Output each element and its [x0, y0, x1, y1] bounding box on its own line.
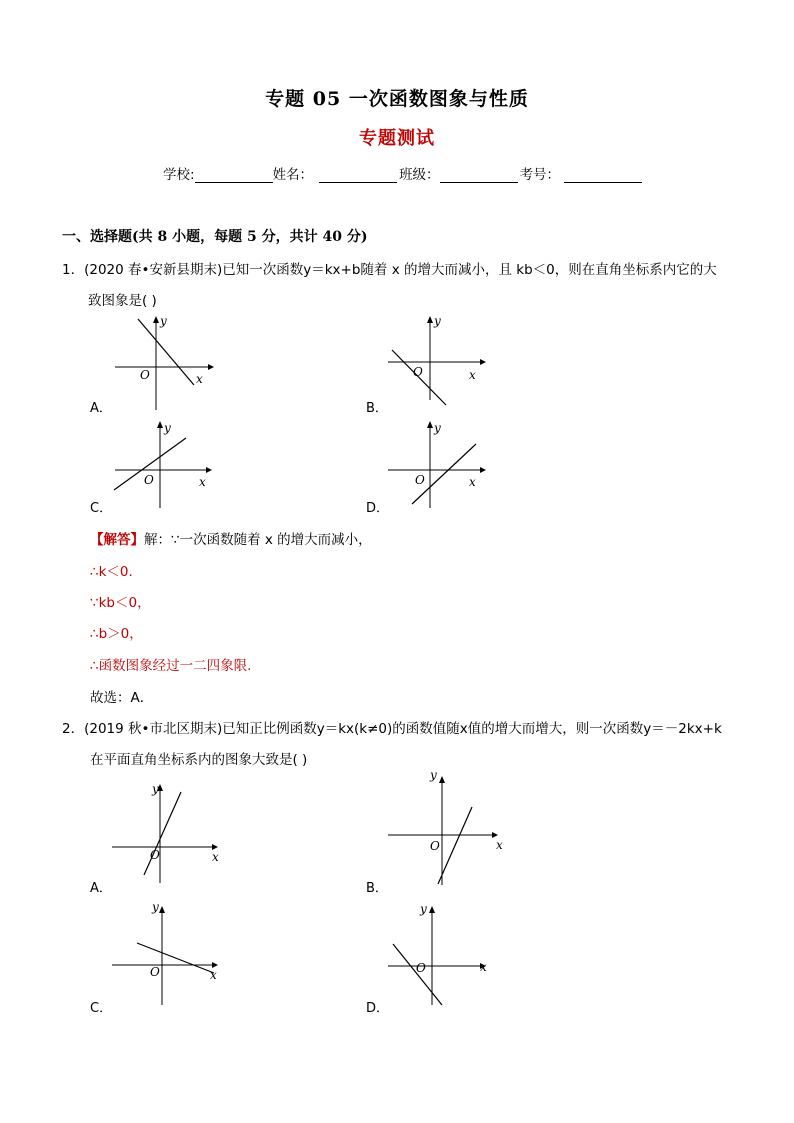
y-label: y — [420, 902, 427, 916]
y-arrow — [427, 316, 433, 323]
q1-solution-line3: ∵kb＜0， — [90, 595, 151, 611]
q1-option-b[interactable]: B． — [366, 401, 388, 416]
exam-no-label: 考号： — [519, 167, 561, 183]
q1-graph-b — [380, 305, 500, 415]
school-blank[interactable] — [195, 166, 273, 183]
q1-answer: 故选：A． — [90, 690, 154, 706]
origin-label: O — [140, 368, 150, 382]
q2-graph-d — [380, 895, 510, 1010]
y-arrow — [157, 421, 163, 428]
y-label: y — [430, 768, 437, 782]
origin-label: O — [144, 473, 154, 487]
q1-solution-line1 — [90, 528, 372, 548]
origin-label: O — [415, 473, 425, 487]
function-line — [144, 792, 181, 875]
q2-line1: 2．(2019 秋•市北区期末)已知正比例函数y＝kx(k≠0)的函数值随x值的增大而增大，则一次函数y＝－2kx+k — [62, 721, 722, 737]
x-arrow — [208, 364, 214, 370]
y-arrow — [439, 776, 445, 783]
q2-option-b[interactable]: B． — [366, 881, 388, 896]
y-arrow — [429, 906, 435, 913]
section-heading: 一、选择题(共 8 小题，每题 5 分，共计 40 分) — [62, 229, 368, 245]
y-label: y — [152, 900, 159, 914]
y-label: y — [152, 782, 159, 796]
q2-graph-c — [100, 895, 230, 1010]
q2-graph-b — [380, 763, 510, 888]
school-label: 学校: — [163, 167, 195, 183]
origin-label: O — [416, 961, 426, 975]
x-label: x — [196, 372, 203, 386]
exam-no-blank[interactable] — [564, 166, 642, 183]
q2-option-c[interactable]: C． — [90, 1001, 113, 1016]
student-info-line — [163, 163, 642, 183]
x-label: x — [469, 368, 476, 382]
x-arrow — [480, 359, 486, 365]
x-label: x — [496, 838, 503, 852]
y-arrow — [427, 421, 433, 428]
q1-option-d[interactable]: D． — [366, 501, 390, 516]
name-label: 姓名： — [272, 167, 314, 183]
y-label: y — [434, 421, 441, 435]
q1-graph-c — [100, 418, 220, 518]
solution-text: 解：∵一次函数随着 x 的增大而减小， — [144, 532, 372, 548]
name-blank[interactable] — [319, 166, 397, 183]
q2-option-a[interactable]: A． — [90, 881, 112, 896]
page-subtitle: 专题测试 — [359, 128, 435, 149]
q1-option-a[interactable]: A． — [90, 401, 112, 416]
function-line — [137, 943, 214, 973]
x-arrow — [480, 467, 486, 473]
origin-label: O — [430, 839, 440, 853]
q1-solution-line4: ∴b＞0， — [90, 626, 143, 642]
x-label: x — [210, 968, 217, 982]
q1-solution-line5: ∴函数图象经过一二四象限. — [90, 658, 252, 674]
origin-label: O — [413, 365, 423, 379]
y-arrow — [159, 906, 165, 913]
y-label: y — [160, 314, 167, 328]
x-label: x — [480, 960, 487, 974]
origin-label: O — [150, 848, 160, 862]
origin-label: O — [150, 965, 160, 979]
x-arrow — [206, 467, 212, 473]
q2-graph-a — [100, 775, 230, 885]
x-label: x — [212, 850, 219, 864]
function-line — [438, 807, 472, 884]
y-arrow — [153, 316, 159, 323]
page-title: 专题 05 一次函数图象与性质 — [265, 88, 529, 110]
class-label: 班级： — [399, 167, 440, 183]
q1-line1: 1．(2020 春•安新县期末)已知一次函数y＝kx+b随着 x 的增大而减小，且 kb＜0，则在直角坐标系内它的大 — [62, 262, 717, 278]
q1-option-c[interactable]: C． — [90, 501, 113, 516]
y-label: y — [164, 421, 171, 435]
x-label: x — [199, 475, 206, 489]
y-label: y — [434, 314, 441, 328]
q1-graph-a — [100, 305, 220, 415]
class-blank[interactable] — [440, 166, 518, 183]
x-label: x — [469, 475, 476, 489]
q1-solution-line2: ∴k＜0. — [90, 564, 133, 580]
q2-option-d[interactable]: D． — [366, 1001, 390, 1016]
solution-tag: 【解答】 — [90, 532, 144, 548]
q2-line2: 在平面直角坐标系内的图象大致是( ) — [90, 752, 308, 768]
q1-graph-d — [380, 418, 500, 518]
q1-line2: 致图象是( ) — [88, 293, 157, 309]
